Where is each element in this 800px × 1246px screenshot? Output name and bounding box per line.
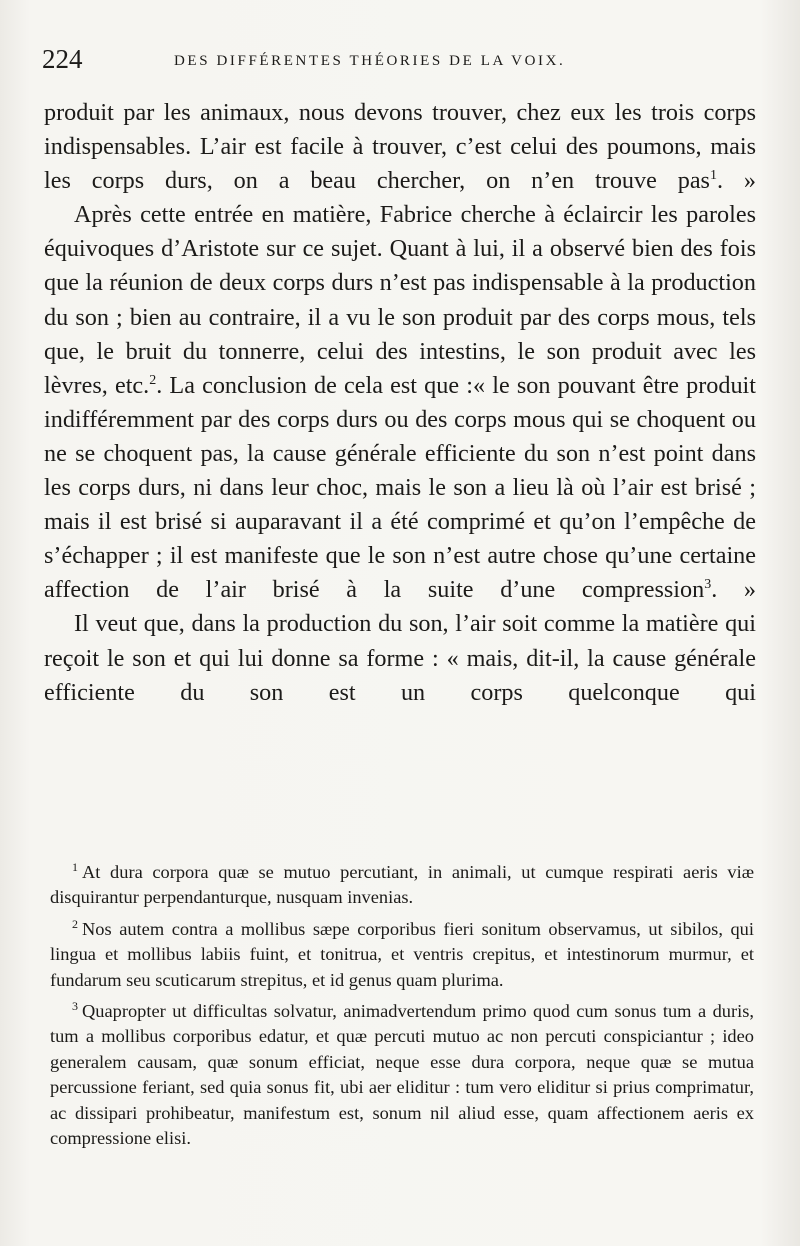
- paragraph-1: [44, 96, 756, 198]
- footnote-3: [50, 999, 754, 1151]
- paragraph-3: [44, 607, 756, 709]
- running-title: DES DIFFÉRENTES THÉORIES DE LA VOIX.: [174, 53, 566, 69]
- paragraph-2-text-a: Après cette entrée en matière, Fabrice cherche à éclaircir les paroles équivoques d’Aristote sur ce sujet. Quant à lui, il a observé bien des fois que la réunion de deux corps durs n’est pas indispensable à la production du son ; bien au contraire, il a vu le son produit par des corps mous, tels que, le bruit du tonnerre, celui des intestins, le son produit avec les lèvres, etc.: [44, 201, 756, 399]
- paragraph-2: [44, 198, 756, 607]
- footnote-1-text: At dura corpora quæ se mutuo percutiant, in animali, ut cumque respirati aeris viæ disquirantur perpendanturque, nusquam invenias.: [50, 862, 754, 908]
- footnote-ref-1: 1: [709, 168, 717, 184]
- footnote-ref-2: 2: [149, 372, 157, 388]
- body-text: [44, 96, 756, 710]
- footnote-1-number: 1: [72, 859, 78, 874]
- footnote-3-number: 3: [72, 998, 78, 1013]
- paragraph-1-end: . »: [716, 167, 756, 195]
- footnote-1: [50, 860, 754, 911]
- paragraph-2-text-b: . La conclusion de cela est que :« le son pouvant être produit indifféremment par des corps durs ou des corps mous qui se choquent ou ne se choquent pas, la cause générale efficiente du son n’est point dans les corps durs, ni dans leur choc, mais le son a lieu là où l’air est brisé ; mais il est brisé si auparavant il a été comprimé et qu’on l’empêche de s’échapper ; il est manifeste que le son n’est autre chose qu’une certaine affection de l’air brisé à la suite d’une compression: [44, 371, 756, 604]
- paragraph-3-text: Il veut que, dans la production du son, l’air soit comme la matière qui reçoit le son et qui lui donne sa forme : « mais, dit-il, la cause générale efficiente du son est un corps quelconque qui: [44, 610, 756, 706]
- paragraph-1-text: produit par les animaux, nous devons trouver, chez eux les trois corps indispensables. L’air est facile à trouver, c’est celui des poumons, mais les corps durs, on a beau chercher, on n’en trouve pas: [44, 99, 756, 195]
- footnote-2: [50, 917, 754, 993]
- page-number: 224: [42, 44, 83, 74]
- footnote-3-text: Quapropter ut difficultas solvatur, animadvertendum primo quod cum sonus tum a duris, tum a mollibus corporibus edatur, et quæ percuti mutuo ac non percuti conspiciantur ; ideo generalem causam, quæ sonum efficiat, neque esse dura corpora, neque quæ se mutua percussione feriant, sed quia sonus fit, ubi aer eliditur : tum vero eliditur si prius comprimatur, ac dissipari prohibeatur, manifestum est, sonum nil aliud esse, quam affectionem aeris ex compressione elisi.: [50, 1001, 754, 1149]
- footnote-2-number: 2: [72, 916, 78, 931]
- footnote-ref-3: 3: [704, 577, 712, 593]
- paragraph-2-end: . »: [711, 576, 757, 604]
- page-header: [42, 44, 762, 80]
- footnote-2-text: Nos autem contra a mollibus sæpe corporibus fieri sonitum observamus, ut sibilos, qui lingua et mollibus labiis fuint, et tonitrua, et ventris crepitus, et intestinorum murmur, et fundarum seu scuticarum strepitus, et id genus quam plurima.: [50, 918, 754, 990]
- footnotes: [50, 860, 754, 1157]
